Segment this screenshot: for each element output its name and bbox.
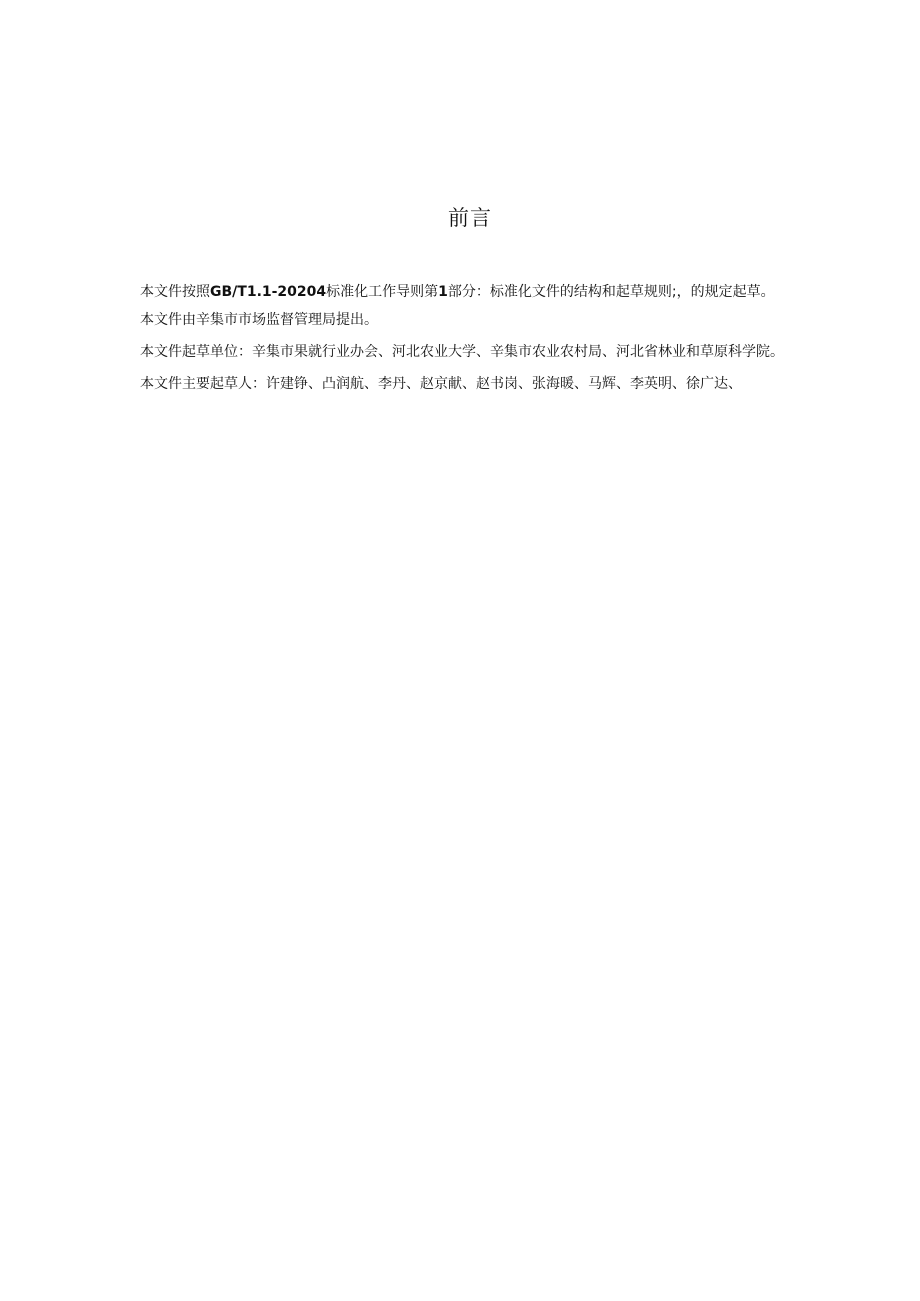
page-title: 前言 bbox=[448, 206, 492, 230]
standard-code: GB/T1.1-20204 bbox=[210, 284, 327, 300]
proposer-paragraph: 本文件由辛集市市场监督管理局提出。 bbox=[140, 312, 378, 328]
drafters-paragraph: 本文件主要起草人：许建铮、凸润航、李丹、赵京献、赵书岗、张海暖、马辉、李英明、徐广达、 bbox=[140, 376, 742, 392]
para1-prefix: 本文件按照 bbox=[140, 284, 210, 300]
drafting-units-paragraph: 本文件起草单位：辛集市果就行业办会、河北农业大学、辛集市农业农村局、河北省林业和草原科学院。 bbox=[140, 344, 784, 360]
para1-suffix: 标准化工作导则第 bbox=[326, 284, 439, 300]
foreword-body bbox=[108, 278, 824, 398]
para1-tail: 部分：标准化文件的结构和起草规则;，的规定起草。 bbox=[447, 284, 775, 300]
part-number: 1 bbox=[438, 284, 448, 300]
drafting-basis-paragraph bbox=[108, 278, 824, 306]
